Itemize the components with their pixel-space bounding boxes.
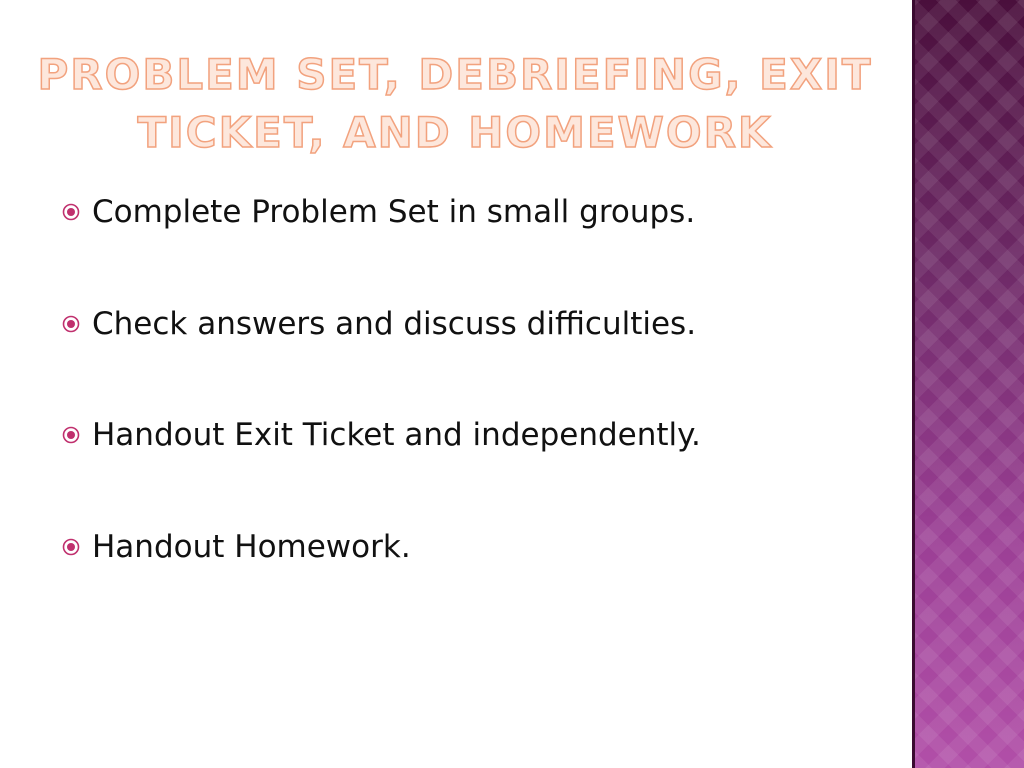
bullet-text: Complete Problem Set in small groups. xyxy=(92,194,696,230)
bullet-text: Handout Homework. xyxy=(92,528,411,565)
bullet-item xyxy=(62,523,701,571)
radio-bullet-icon xyxy=(62,203,80,221)
bullet-text: Check answers and discuss difficulties. xyxy=(92,305,697,342)
radio-bullet-icon xyxy=(62,426,80,444)
decorative-side-panel xyxy=(912,0,1024,768)
bullet-item xyxy=(62,300,701,348)
bullet-item xyxy=(62,411,701,459)
radio-bullet-icon xyxy=(62,315,80,333)
slide-title-line-2: TICKET, AND HOMEWORK xyxy=(137,108,773,157)
bullet-list xyxy=(62,188,701,634)
bullet-item xyxy=(62,188,701,236)
slide-title xyxy=(30,46,880,162)
radio-bullet-icon xyxy=(62,538,80,556)
slide-title-line-1: PROBLEM SET, DEBRIEFING, EXIT xyxy=(37,50,873,99)
bullet-text: Handout Exit Ticket and independently. xyxy=(92,417,701,453)
